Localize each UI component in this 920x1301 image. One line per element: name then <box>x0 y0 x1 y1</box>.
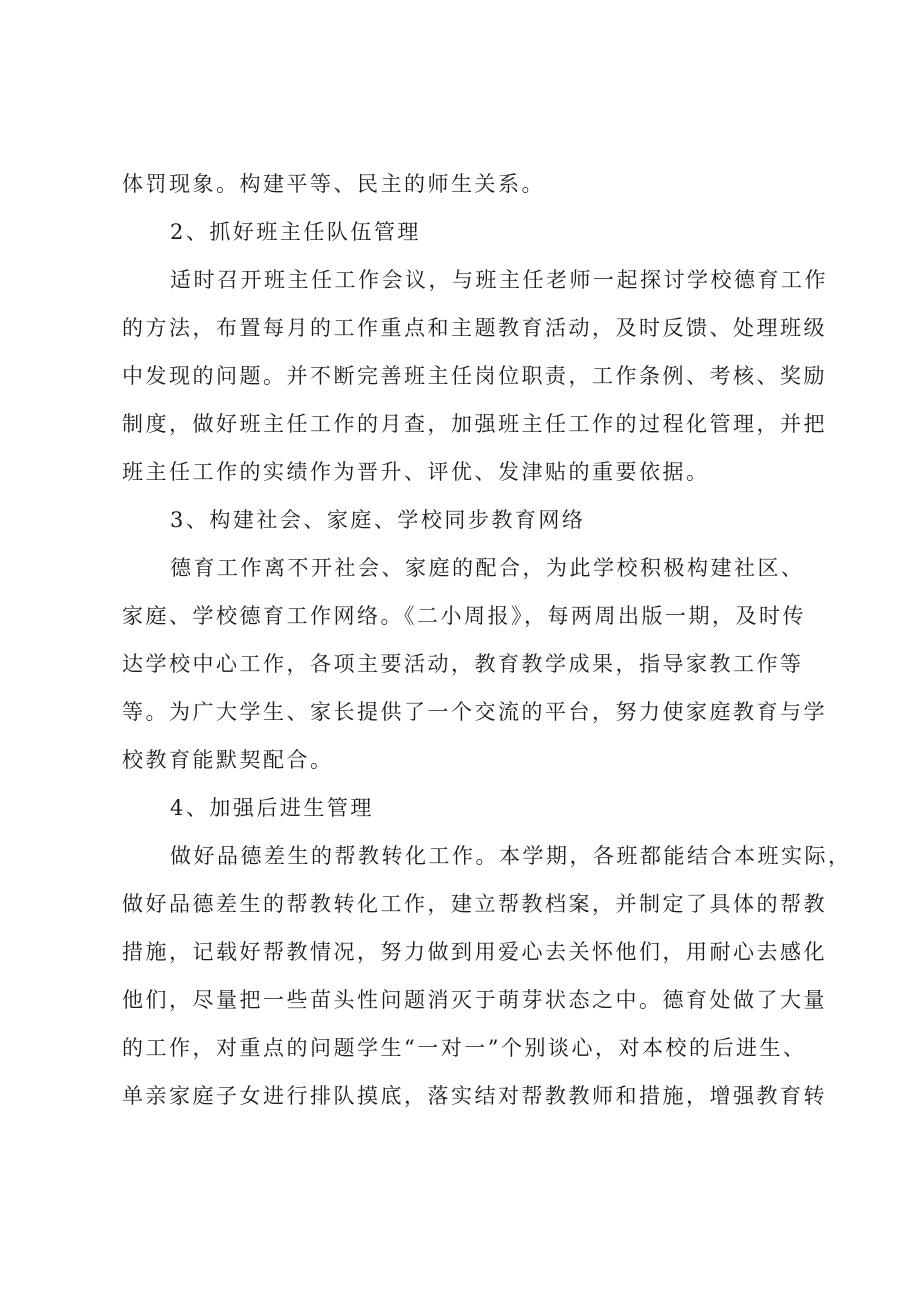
section-heading: 2、抓好班主任队伍管理 <box>170 220 421 244</box>
document-body <box>122 160 852 1120</box>
paragraph-line: 做好品德差生的帮教转化工作。本学期，各班都能结合本班实际， <box>170 844 852 868</box>
paragraph-line: 措施，记载好帮教情况，努力做到用爱心去关怀他们，用耐心去感化 <box>122 940 827 964</box>
paragraph-line: 校教育能默契配合。 <box>122 748 334 772</box>
paragraph-line: 等。为广大学生、家长提供了一个交流的平台，努力使家庭教育与学 <box>122 700 827 724</box>
paragraph-line: 达学校中心工作，各项主要活动，教育教学成果，指导家教工作等 <box>122 652 804 676</box>
paragraph-line: 单亲家庭子女进行排队摸底，落实结对帮教教师和措施，增强教育转 <box>122 1084 827 1108</box>
paragraph-line: 他们，尽量把一些苗头性问题消灭于萌芽状态之中。德育处做了大量 <box>122 988 827 1012</box>
paragraph-line: 的工作，对重点的问题学生“一对一”个别谈心，对本校的后进生、 <box>122 1036 807 1060</box>
paragraph-line: 的方法，布置每月的工作重点和主题教育活动，及时反馈、处理班级 <box>122 316 827 340</box>
paragraph-line: 德育工作离不开社会、家庭的配合，为此学校积极构建社区、 <box>170 556 805 580</box>
section-heading: 4、加强后进生管理 <box>170 796 374 820</box>
paragraph-line: 中发现的问题。并不断完善班主任岗位职责，工作条例、考核、奖励 <box>122 364 827 388</box>
paragraph-line: 做好品德差生的帮教转化工作，建立帮教档案，并制定了具体的帮教 <box>122 892 827 916</box>
paragraph-line: 家庭、学校德育工作网络。《二小周报》，每两周出版一期，及时传 <box>122 604 806 628</box>
paragraph-line: 班主任工作的实绩作为晋升、评优、发津贴的重要依据。 <box>122 460 710 484</box>
paragraph-line: 适时召开班主任工作会议，与班主任老师一起探讨学校德育工作 <box>170 268 828 292</box>
paragraph-line: 体罚现象。构建平等、民主的师生关系。 <box>122 172 545 196</box>
paragraph-line: 制度，做好班主任工作的月查，加强班主任工作的过程化管理，并把 <box>122 412 827 436</box>
section-heading: 3、构建社会、家庭、学校同步教育网络 <box>170 508 586 532</box>
